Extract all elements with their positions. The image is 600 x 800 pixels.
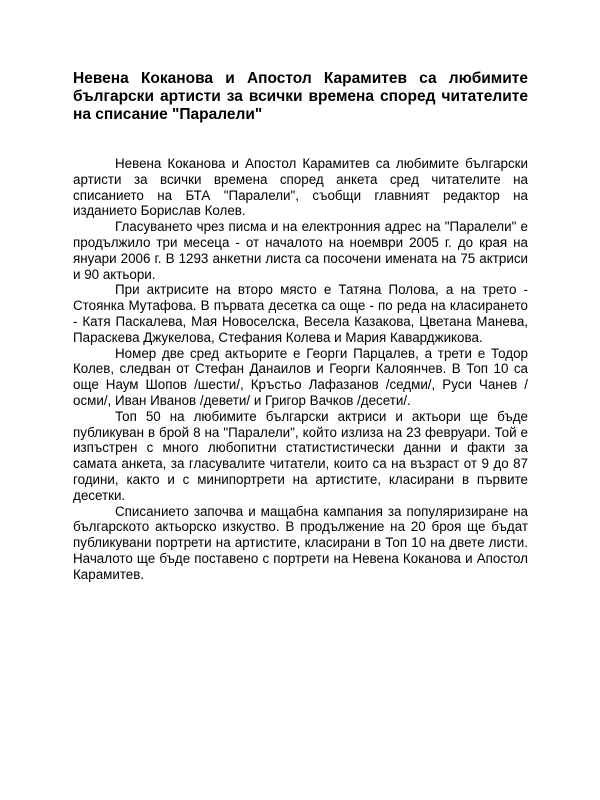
paragraph-5: Топ 50 на любимите български актриси и актьори ще бъде публикуван в брой 8 на "Паралели", който излиза на 23 февруари. Той е изпъстрен с много любопитни статистистически данни и факти за самата анкета, за гласувалите читатели, които са на възраст от 9 до 87 години, както и с минипортрети на артистите, класирани в първите десетки. bbox=[73, 408, 528, 503]
paragraph-1: Невена Коканова и Апостол Карамитев са любимите български артисти за всички времена според анкета сред читателите на списанието на БТА "Паралели", съобщи главният редактор на изданието Борислав Колев. bbox=[73, 156, 528, 219]
article-title: Невена Коканова и Апостол Карамитев са любимите български артисти за всички времена според читателите на списание "Паралели" bbox=[73, 70, 528, 123]
paragraph-3: При актрисите на второ място е Татяна Полова, а на трето - Стоянка Мутафова. В първата десетка са още - по реда на класирането - Катя Паскалева, Мая Новоселска, Весела Казакова, Цветана Манева, Параскева Джукелова, Стефания Колева и Мария Каварджикова. bbox=[73, 282, 528, 345]
paragraph-4: Номер две сред актьорите е Георги Парцалев, а трети е Тодор Колев, следван от Стефан Данаилов и Георги Калоянчев. В Топ 10 са още Наум Шопов /шести/, Кръстьо Лафазанов /седми/, Руси Чанев /осми/, Иван Иванов /девети/ и Григор Вачков /десети/. bbox=[73, 345, 528, 408]
paragraph-2: Гласуването чрез писма и на електронния адрес на "Паралели" е продължило три месеца - от началото на ноември 2005 г. до края на януари 2006 г. В 1293 анкетни листа са посочени имената на 75 актриси и 90 актьори. bbox=[73, 219, 528, 282]
paragraph-6: Списанието започва и мащабна кампания за популяризиране на българското актьорско изкуство. В продължение на 20 броя ще бъдат публикувани портрети на артистите, класирани в Топ 10 на двете листи. Началото ще бъде поставено с портрети на Невена Коканова и Апостол Карамитев. bbox=[73, 503, 528, 582]
article-body bbox=[73, 156, 528, 583]
document-page bbox=[73, 70, 528, 583]
